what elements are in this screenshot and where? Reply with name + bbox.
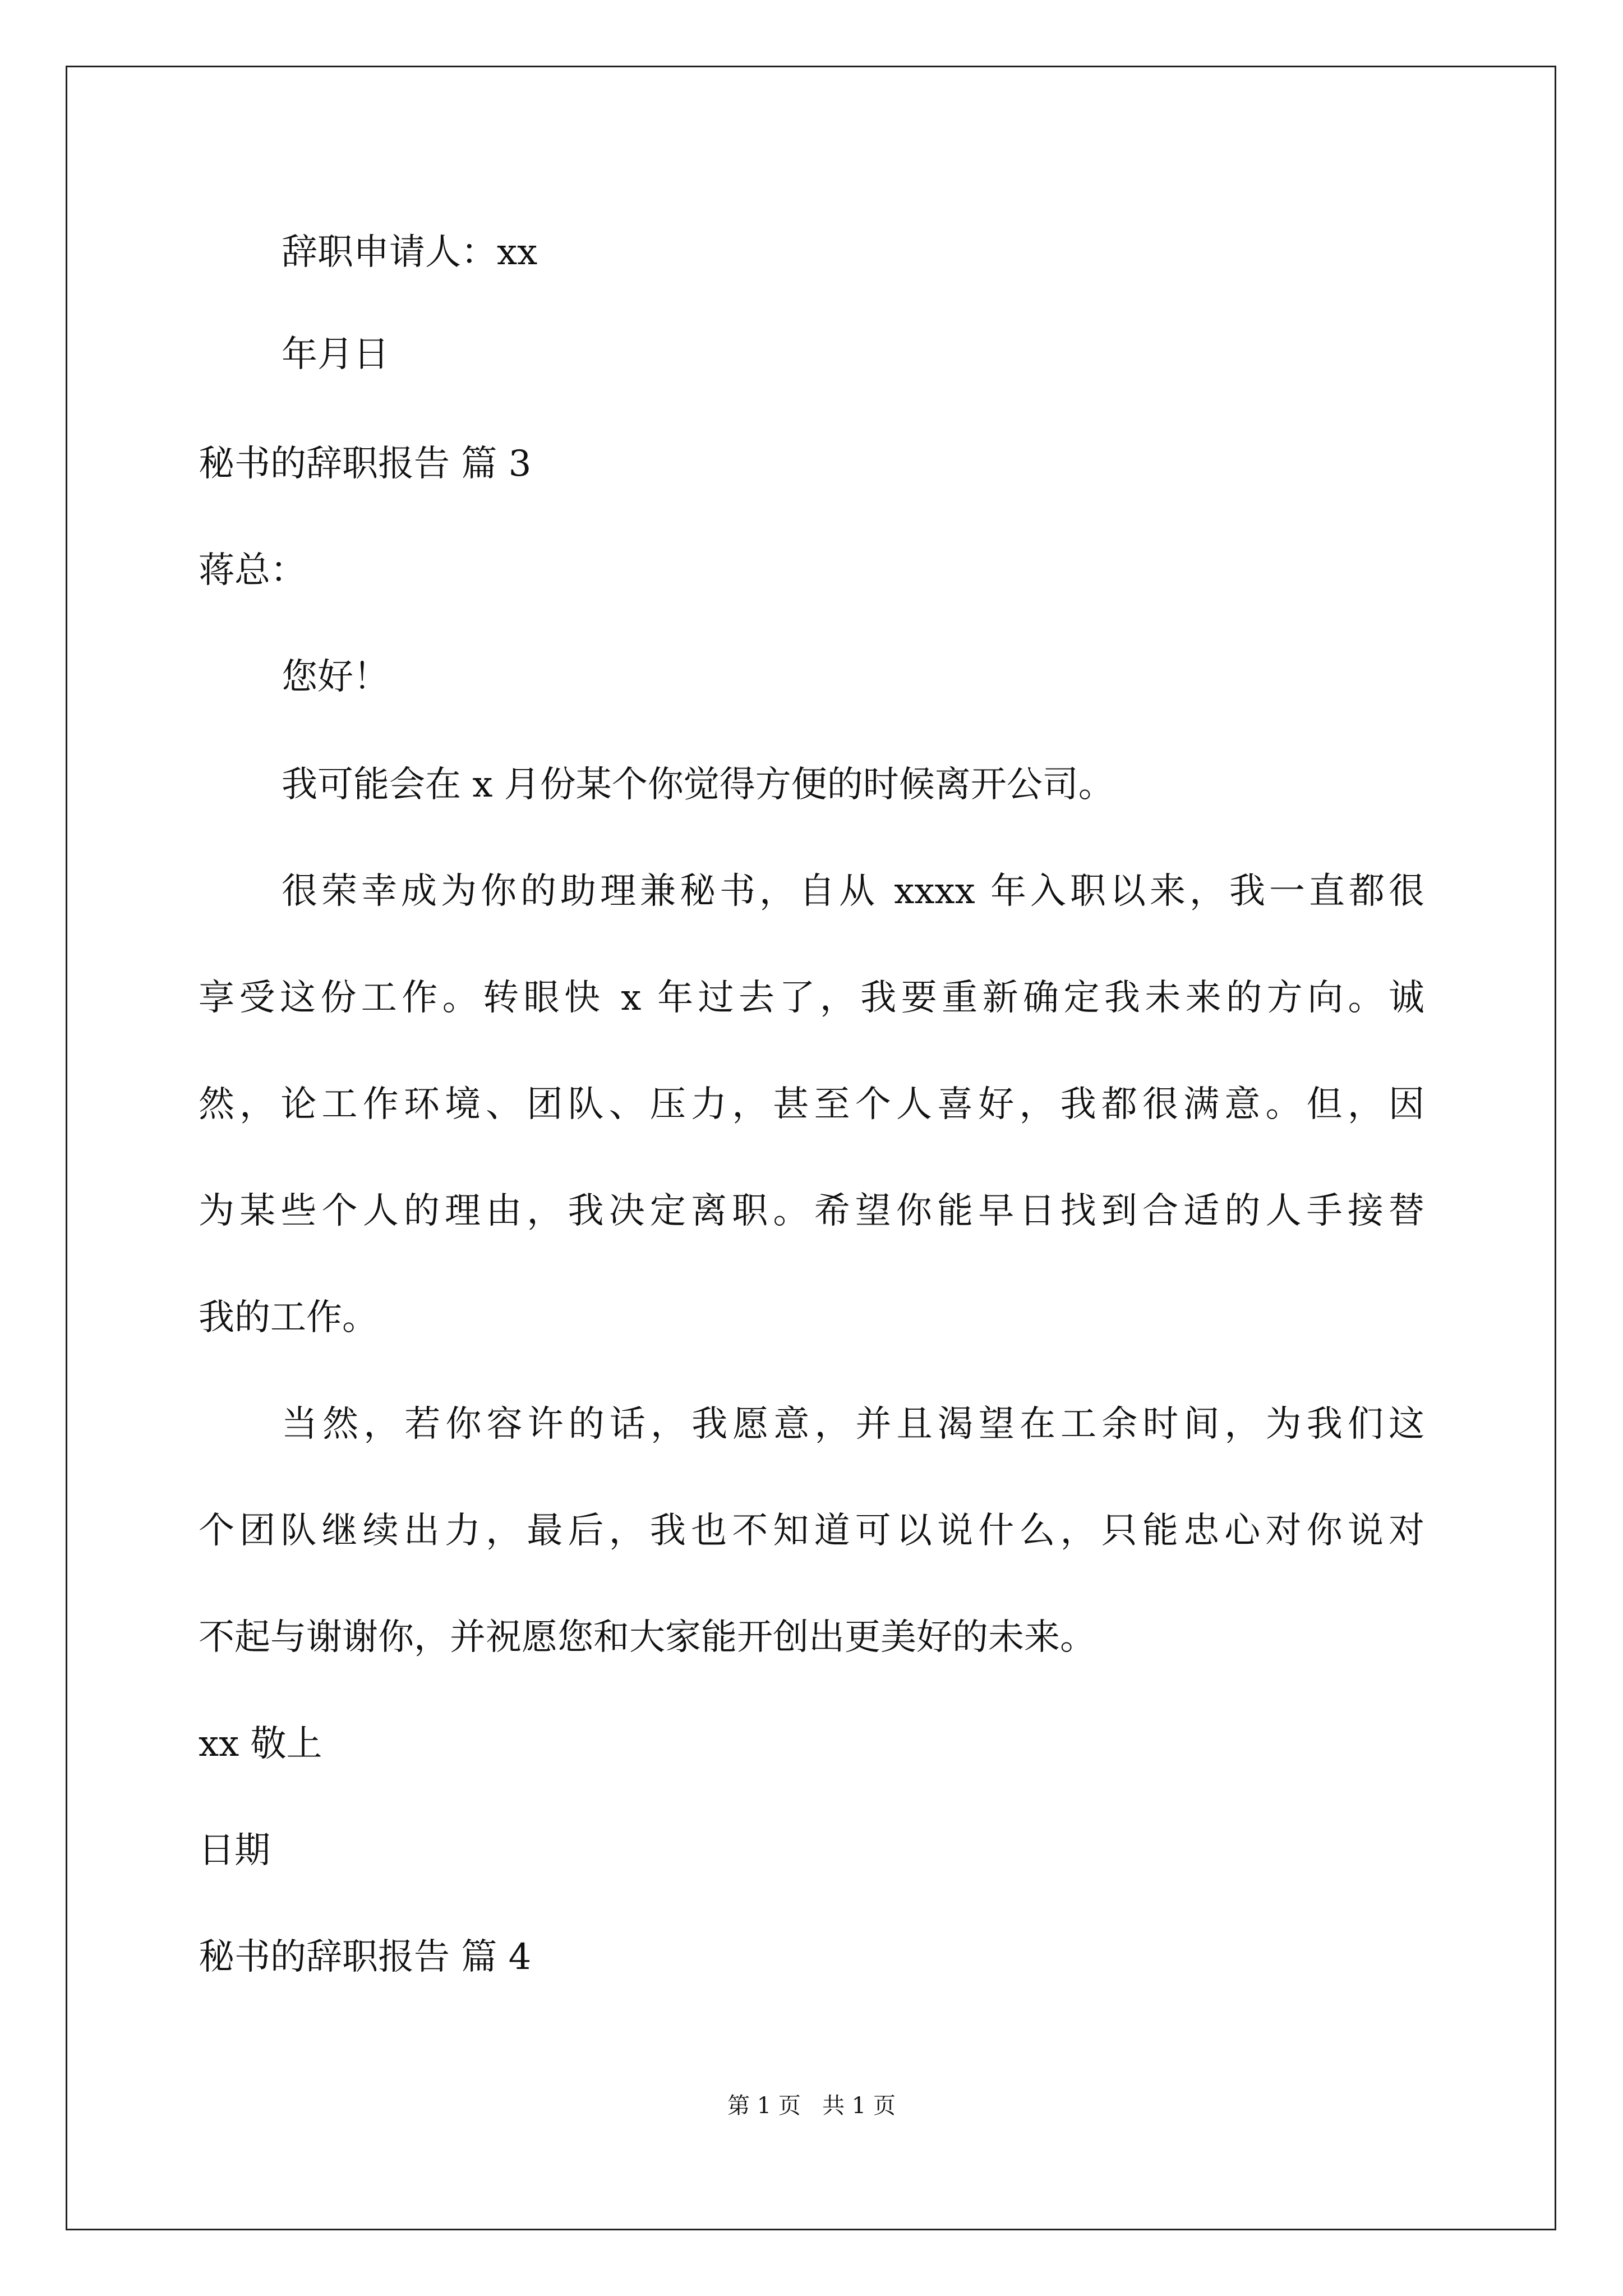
salutation: 蒋总： bbox=[199, 550, 306, 591]
page-border bbox=[66, 66, 1556, 2230]
paragraph-1: 我可能会在 x 月份某个你觉得方便的时候离开公司。 bbox=[282, 764, 1114, 806]
paragraph-2-line-3: 然，论工作环境、团队、压力，甚至个人喜好，我都很满意。但，因 bbox=[199, 1084, 1424, 1125]
paragraph-3-line-2: 个团队继续出力，最后，我也不知道可以说什么，只能忠心对你说对 bbox=[199, 1510, 1424, 1552]
date-line: 日期 bbox=[199, 1830, 270, 1871]
section-heading-4: 秘书的辞职报告 篇 4 bbox=[199, 1936, 532, 1978]
section-heading-3: 秘书的辞职报告 篇 3 bbox=[199, 443, 532, 485]
greeting: 您好！ bbox=[282, 656, 389, 698]
paragraph-2-line-4: 为某些个人的理由，我决定离职。希望你能早日找到合适的人手接替 bbox=[199, 1190, 1424, 1232]
paragraph-2-line-2: 享受这份工作。转眼快 x 年过去了，我要重新确定我未来的方向。诚 bbox=[199, 977, 1424, 1019]
signature-line: xx 敬上 bbox=[199, 1723, 322, 1765]
page-footer: 第 1 页 共 1 页 bbox=[727, 2093, 896, 2119]
applicant-line: 辞职申请人：xx bbox=[282, 232, 538, 273]
date-placeholder-line: 年月日 bbox=[282, 334, 389, 375]
paragraph-2-line-5: 我的工作。 bbox=[199, 1297, 378, 1338]
paragraph-2-line-1: 很荣幸成为你的助理兼秘书，自从 xxxx 年入职以来，我一直都很 bbox=[282, 871, 1424, 912]
paragraph-3-line-1: 当然，若你容许的话，我愿意，并且渴望在工余时间，为我们这 bbox=[282, 1404, 1424, 1445]
paragraph-3-line-3: 不起与谢谢你，并祝愿您和大家能开创出更美好的未来。 bbox=[199, 1617, 1096, 1658]
